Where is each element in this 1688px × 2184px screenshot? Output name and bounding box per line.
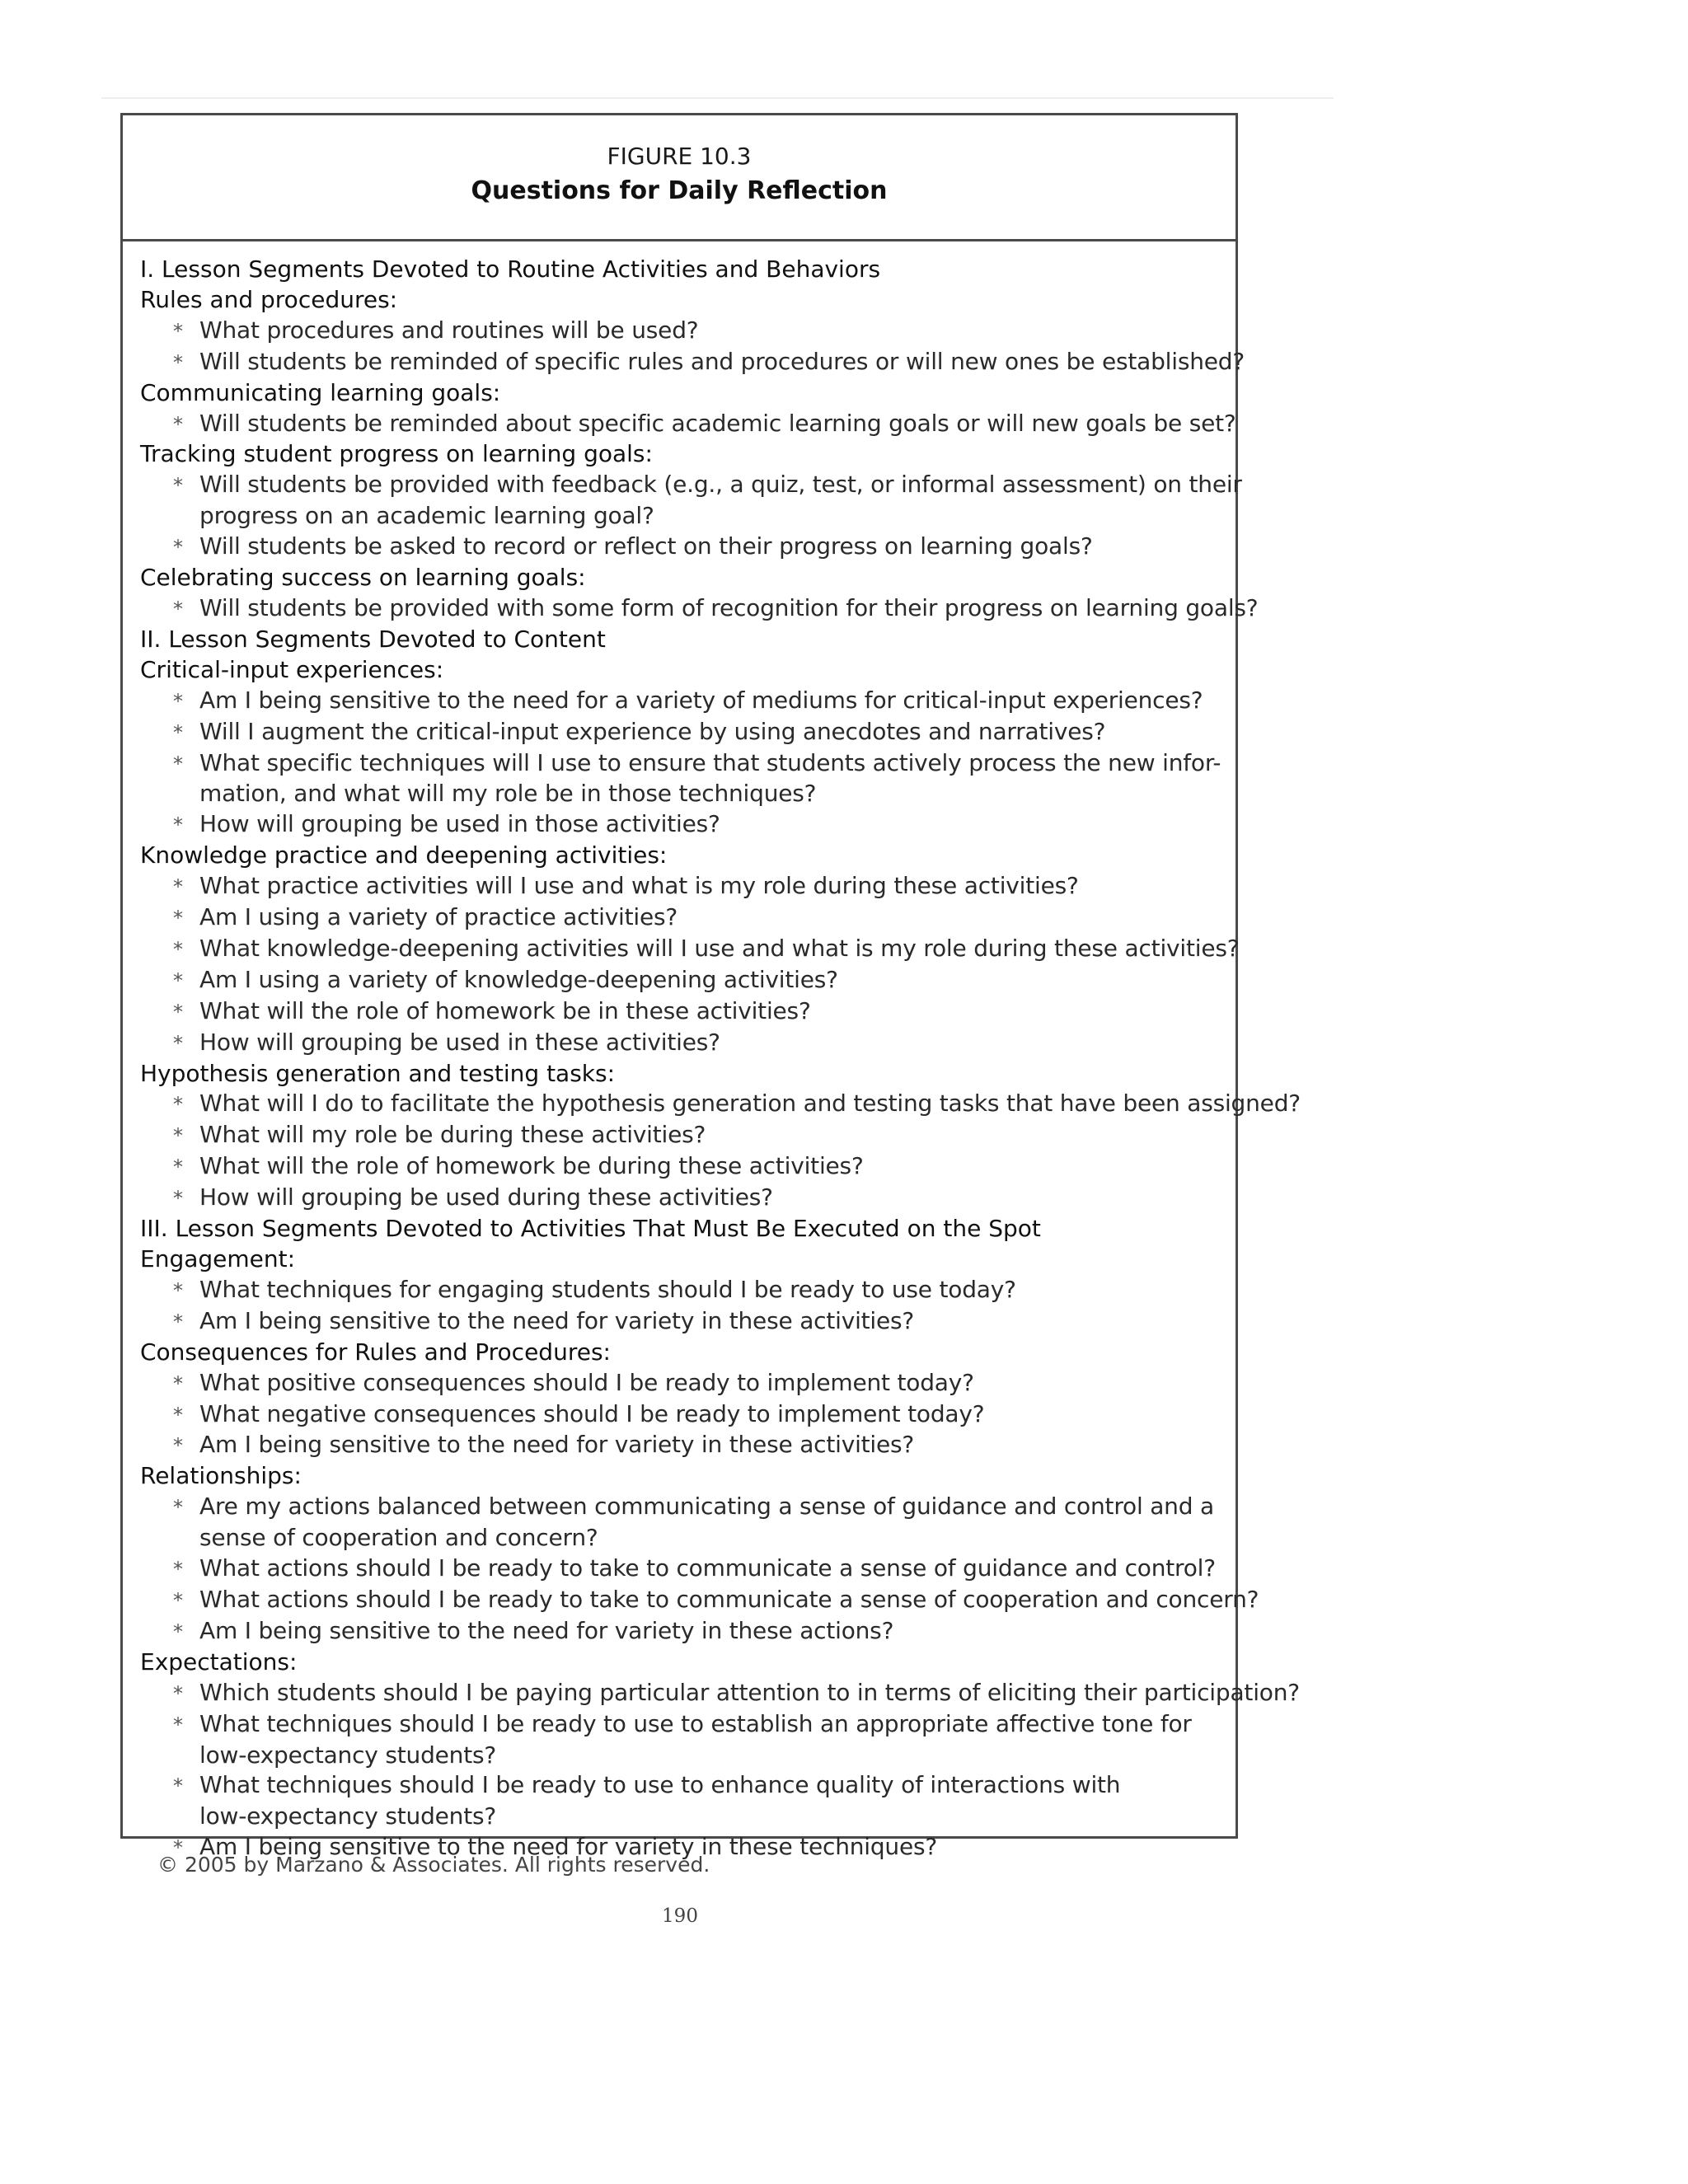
question-item: [140, 996, 1236, 1028]
question-continuation: low-expectancy students?: [199, 1802, 497, 1830]
question-item: [140, 1306, 1236, 1338]
question-item: [140, 1089, 1301, 1120]
subsection-heading: Rules and procedures:: [140, 285, 398, 313]
question-item: [140, 409, 1236, 440]
question-text: What techniques should I be ready to use to establish an appropriate affective tone for: [199, 1709, 1192, 1737]
question-item: [140, 1430, 1236, 1461]
bullet-asterisk-icon: *: [173, 412, 183, 436]
bullet-asterisk-icon: *: [173, 937, 183, 961]
question-item: [140, 1399, 1236, 1431]
question-text: Will students be provided with some form of recognition for their progress on learning goals?: [199, 593, 1259, 621]
question-text: Am I being sensitive to the need for a variety of mediums for critical-input experiences?: [199, 686, 1203, 714]
question-item: [140, 1120, 1236, 1151]
question-text: What will the role of homework be during these activities?: [199, 1152, 864, 1180]
bullet-asterisk-icon: *: [173, 474, 183, 498]
question-item: [140, 1368, 1236, 1399]
subsection-heading: Critical-input experiences:: [140, 655, 444, 683]
bullet-asterisk-icon: *: [173, 1434, 183, 1458]
page-number: 190: [662, 1905, 698, 1927]
figure-box: [120, 113, 1301, 1861]
figure-header: [123, 115, 1236, 241]
question-item: [140, 593, 1259, 625]
question-item: [140, 1028, 1236, 1059]
question-text: Will I augment the critical-input experience by using anecdotes and narratives?: [199, 717, 1106, 745]
question-item: [140, 532, 1236, 563]
bullet-asterisk-icon: *: [173, 752, 183, 776]
question-text: What knowledge-deepening activities will I use and what is my role during these activities?: [199, 934, 1240, 962]
bullet-asterisk-icon: *: [173, 1496, 183, 1520]
question-text: How will grouping be used during these activities?: [199, 1183, 773, 1212]
bullet-asterisk-icon: *: [173, 1155, 183, 1179]
question-item: [140, 1492, 1236, 1523]
subsection-heading: Consequences for Rules and Procedures:: [140, 1338, 611, 1366]
question-text: Will students be provided with feedback (e.g., a quiz, test, or informal assessment) on their: [199, 471, 1242, 499]
bullet-asterisk-icon: *: [173, 1310, 183, 1333]
question-text: What techniques for engaging students should I be ready to use today?: [199, 1275, 1016, 1303]
bullet-asterisk-icon: *: [173, 813, 183, 837]
question-text: Am I being sensitive to the need for variety in these activities?: [199, 1431, 915, 1459]
bullet-asterisk-icon: *: [173, 1124, 183, 1148]
question-text: Are my actions balanced between communicating a sense of guidance and control and a: [199, 1493, 1214, 1521]
bullet-asterisk-icon: *: [173, 720, 183, 744]
bullet-asterisk-icon: *: [173, 1713, 183, 1736]
question-text: What will I do to facilitate the hypothesis generation and testing tasks that have been assigned?: [199, 1090, 1301, 1118]
question-item: [140, 316, 1236, 347]
bullet-asterisk-icon: *: [173, 1681, 183, 1705]
question-text: What positive consequences should I be ready to implement today?: [199, 1368, 974, 1396]
subsection-heading: Celebrating success on learning goals:: [140, 564, 586, 592]
figure-number: FIGURE 10.3: [607, 143, 752, 170]
bullet-asterisk-icon: *: [173, 1093, 183, 1117]
question-item: [140, 965, 1236, 996]
question-text: How will grouping be used in those activities?: [199, 810, 720, 838]
question-item: [140, 1585, 1259, 1616]
bullet-asterisk-icon: *: [173, 1836, 183, 1860]
question-text: What specific techniques will I use to ensure that students actively process the new infor-: [199, 748, 1221, 776]
subsection-heading: Expectations:: [140, 1647, 298, 1675]
question-continuation: mation, and what will my role be in those techniques?: [199, 780, 817, 808]
question-text: Which students should I be paying particular attention to in terms of eliciting their participation?: [199, 1678, 1300, 1706]
bullet-asterisk-icon: *: [173, 536, 183, 560]
bullet-asterisk-icon: *: [173, 1588, 183, 1612]
bullet-asterisk-icon: *: [173, 689, 183, 713]
question-item: [140, 470, 1242, 501]
bullet-asterisk-icon: *: [173, 319, 183, 343]
question-text: Am I using a variety of knowledge-deepening activities?: [199, 965, 838, 993]
bullet-asterisk-icon: *: [173, 1278, 183, 1302]
section-heading: III. Lesson Segments Devoted to Activities That Must Be Executed on the Spot: [140, 1215, 1041, 1243]
question-item: [140, 1151, 1236, 1183]
page-top-rule: [101, 97, 1334, 99]
bullet-asterisk-icon: *: [173, 1774, 183, 1798]
question-text: What practice activities will I use and what is my role during these activities?: [199, 872, 1079, 900]
question-text: Am I being sensitive to the need for variety in these activities?: [199, 1306, 915, 1334]
question-continuation: sense of cooperation and concern?: [199, 1524, 598, 1552]
question-continuation: progress on an academic learning goal?: [199, 502, 654, 530]
subsection-heading: Tracking student progress on learning goals:: [140, 440, 653, 468]
question-item: [140, 1678, 1300, 1709]
question-text: What will my role be during these activities?: [199, 1121, 706, 1149]
question-item: [140, 871, 1236, 902]
question-text: Will students be reminded of specific rules and procedures or will new ones be established?: [199, 347, 1245, 375]
question-continuation: low-expectancy students?: [199, 1741, 497, 1769]
bullet-asterisk-icon: *: [173, 350, 183, 374]
question-item: [140, 809, 1236, 841]
bullet-asterisk-icon: *: [173, 1000, 183, 1024]
question-text: How will grouping be used in these activities?: [199, 1028, 720, 1056]
question-text: What will the role of homework be in these activities?: [199, 996, 811, 1024]
question-text: Am I being sensitive to the need for variety in these techniques?: [199, 1833, 938, 1861]
question-text: What actions should I be ready to take to communicate a sense of cooperation and concern?: [199, 1585, 1259, 1613]
question-item: [140, 748, 1236, 780]
section-heading: II. Lesson Segments Devoted to Content: [140, 625, 606, 653]
figure-body: [123, 241, 1301, 1863]
question-item: [140, 902, 1236, 934]
question-item: [140, 1554, 1236, 1585]
question-text: What negative consequences should I be ready to implement today?: [199, 1399, 985, 1427]
bullet-asterisk-icon: *: [173, 968, 183, 992]
bullet-asterisk-icon: *: [173, 907, 183, 930]
question-item: [140, 1709, 1236, 1741]
copyright-notice: © 2005 by Marzano & Associates. All rights reserved.: [157, 1853, 710, 1877]
bullet-asterisk-icon: *: [173, 1187, 183, 1211]
bullet-asterisk-icon: *: [173, 1371, 183, 1395]
subsection-heading: Hypothesis generation and testing tasks:: [140, 1059, 616, 1087]
section-heading: I. Lesson Segments Devoted to Routine Activities and Behaviors: [140, 255, 881, 283]
question-item: [140, 1183, 1236, 1214]
question-text: What procedures and routines will be used?: [199, 316, 699, 344]
bullet-asterisk-icon: *: [173, 1031, 183, 1055]
subsection-heading: Communicating learning goals:: [140, 378, 501, 406]
question-item: [140, 686, 1236, 717]
question-item: [140, 347, 1245, 378]
question-item: [140, 934, 1240, 965]
question-item: [140, 1275, 1236, 1306]
subsection-heading: Engagement:: [140, 1245, 296, 1272]
question-item: [140, 1616, 1236, 1647]
figure-title: Questions for Daily Reflection: [471, 176, 888, 205]
question-text: What techniques should I be ready to use to enhance quality of interactions with: [199, 1771, 1121, 1799]
bullet-asterisk-icon: *: [173, 1403, 183, 1427]
question-text: What actions should I be ready to take to communicate a sense of guidance and control?: [199, 1554, 1216, 1582]
bullet-asterisk-icon: *: [173, 1619, 183, 1643]
question-text: Am I using a variety of practice activities?: [199, 903, 678, 931]
subsection-heading: Relationships:: [140, 1462, 302, 1490]
bullet-asterisk-icon: *: [173, 875, 183, 899]
bullet-asterisk-icon: *: [173, 1558, 183, 1582]
question-item: [140, 1770, 1236, 1802]
question-text: Will students be asked to record or reflect on their progress on learning goals?: [199, 532, 1093, 560]
subsection-heading: Knowledge practice and deepening activities:: [140, 841, 668, 869]
question-text: Am I being sensitive to the need for variety in these actions?: [199, 1616, 894, 1644]
question-text: Will students be reminded about specific academic learning goals or will new goals be set?: [199, 409, 1236, 437]
bullet-asterisk-icon: *: [173, 597, 183, 621]
question-item: [140, 717, 1236, 748]
